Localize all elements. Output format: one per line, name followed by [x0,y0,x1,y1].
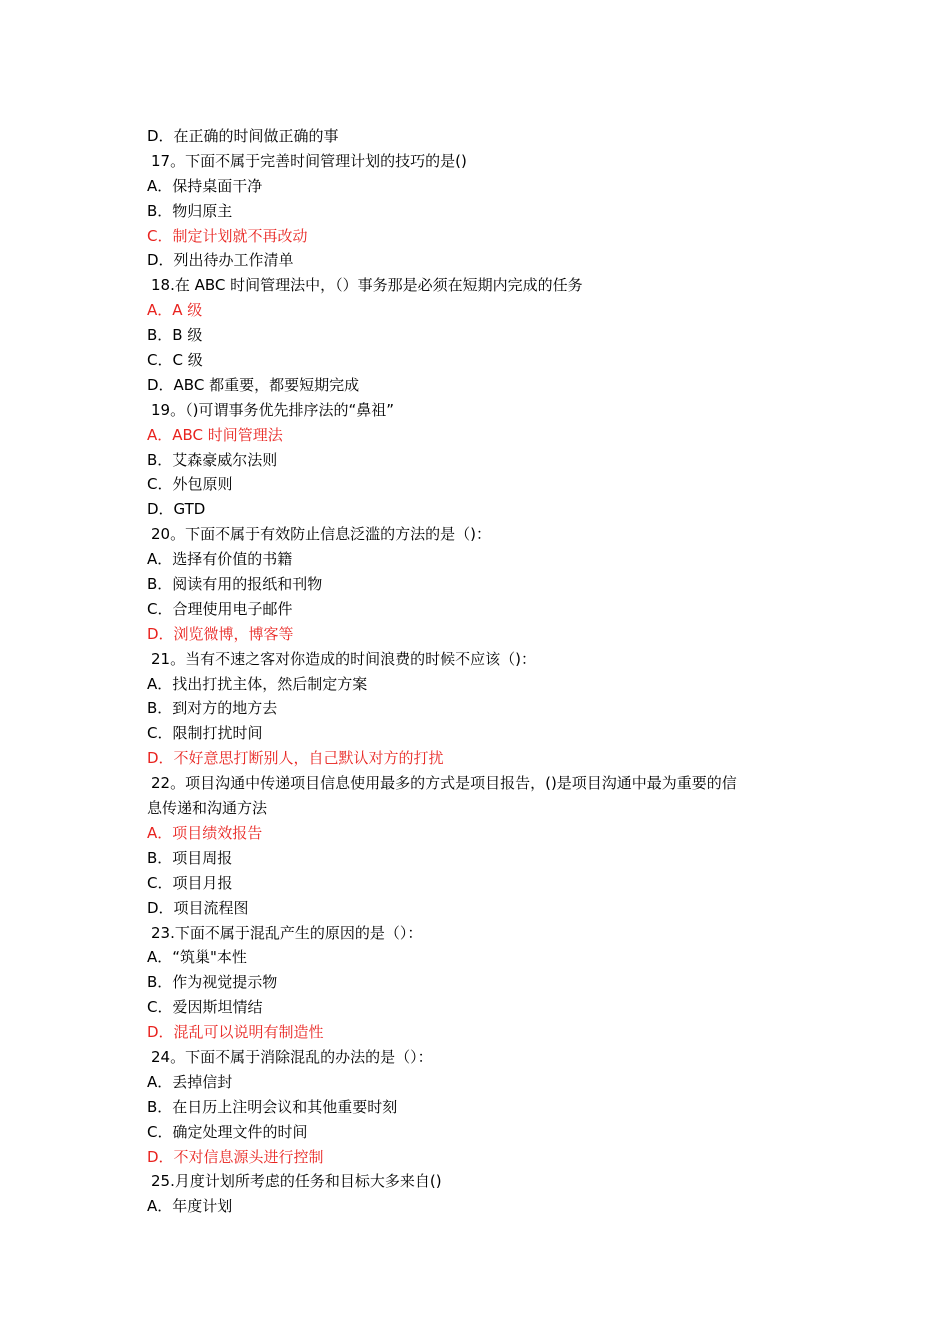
question-stem-continuation: 息传递和沟通方法 [147,799,268,818]
answer-option: A．“筑巢"本性 [147,948,247,967]
answer-option-correct: D．不对信息源头进行控制 [147,1147,324,1166]
answer-option-correct: C．制定计划就不再改动 [147,226,308,245]
answer-option: D．GTD [147,500,206,519]
answer-option: C．C 级 [147,351,203,370]
answer-option-correct: D．不好意思打断别人，自己默认对方的打扰 [147,749,444,768]
answer-option-correct: A．ABC 时间管理法 [147,425,283,444]
question-stem: 24。下面不属于消除混乱的办法的是（）： [151,1047,433,1066]
answer-option: C．外包原则 [147,475,233,494]
answer-option-correct: A．项目绩效报告 [147,823,263,842]
question-stem: 20。下面不属于有效防止信息泛滥的方法的是（)： [151,525,491,544]
question-stem: 17。下面不属于完善时间管理计划的技巧的是() [151,151,467,170]
answer-option: B．项目周报 [147,848,233,867]
answer-option-correct: D．混乱可以说明有制造性 [147,1023,324,1042]
question-stem: 21。当有不速之客对你造成的时间浪费的时候不应该（)： [151,649,536,668]
answer-option: B．在日历上注明会议和其他重要时刻 [147,1097,398,1116]
answer-option: A．丢掉信封 [147,1072,233,1091]
answer-option: A．年度计划 [147,1197,233,1216]
answer-option: D．列出待办工作清单 [147,251,294,270]
question-stem: 19。（)可谓事务优先排序法的“鼻祖” [151,400,394,419]
question-stem: 23.下面不属于混乱产生的原因的是（）： [151,923,423,942]
answer-option: D．项目流程图 [147,898,249,917]
answer-option: B．B 级 [147,326,203,345]
answer-option: A．选择有价值的书籍 [147,550,293,569]
answer-option: B．艾森豪威尔法则 [147,450,278,469]
answer-option: C．合理使用电子邮件 [147,599,293,618]
answer-option-correct: A．A 级 [147,301,203,320]
question-list [147,124,817,1219]
answer-option: A．保持桌面干净 [147,176,263,195]
answer-option: D．ABC 都重要，都要短期完成 [147,375,360,394]
answer-option: C．项目月报 [147,873,233,892]
answer-option-correct: D．浏览微博，博客等 [147,624,294,643]
answer-option: C．限制打扰时间 [147,724,263,743]
answer-option: B．阅读有用的报纸和刊物 [147,575,323,594]
answer-option: D．在正确的时间做正确的事 [147,127,339,145]
question-stem-text: 22。项目沟通中传递项目信息使用最多的方式是项目报告，()是项目沟通中最为重要的信 [151,774,737,793]
answer-option: C．确定处理文件的时间 [147,1122,308,1141]
answer-option: C．爱因斯坦情结 [147,998,263,1017]
question-stem: 18.在 ABC 时间管理法中，（）事务那是必须在短期内完成的任务 [151,276,583,295]
question-stem: 25.月度计划所考虑的任务和目标大多来自() [151,1172,442,1191]
answer-option: A．找出打扰主体，然后制定方案 [147,674,368,693]
answer-option: B．作为视觉提示物 [147,973,278,992]
answer-option: B．到对方的地方去 [147,699,278,718]
question-stem [147,771,817,821]
answer-option: B．物归原主 [147,201,233,220]
